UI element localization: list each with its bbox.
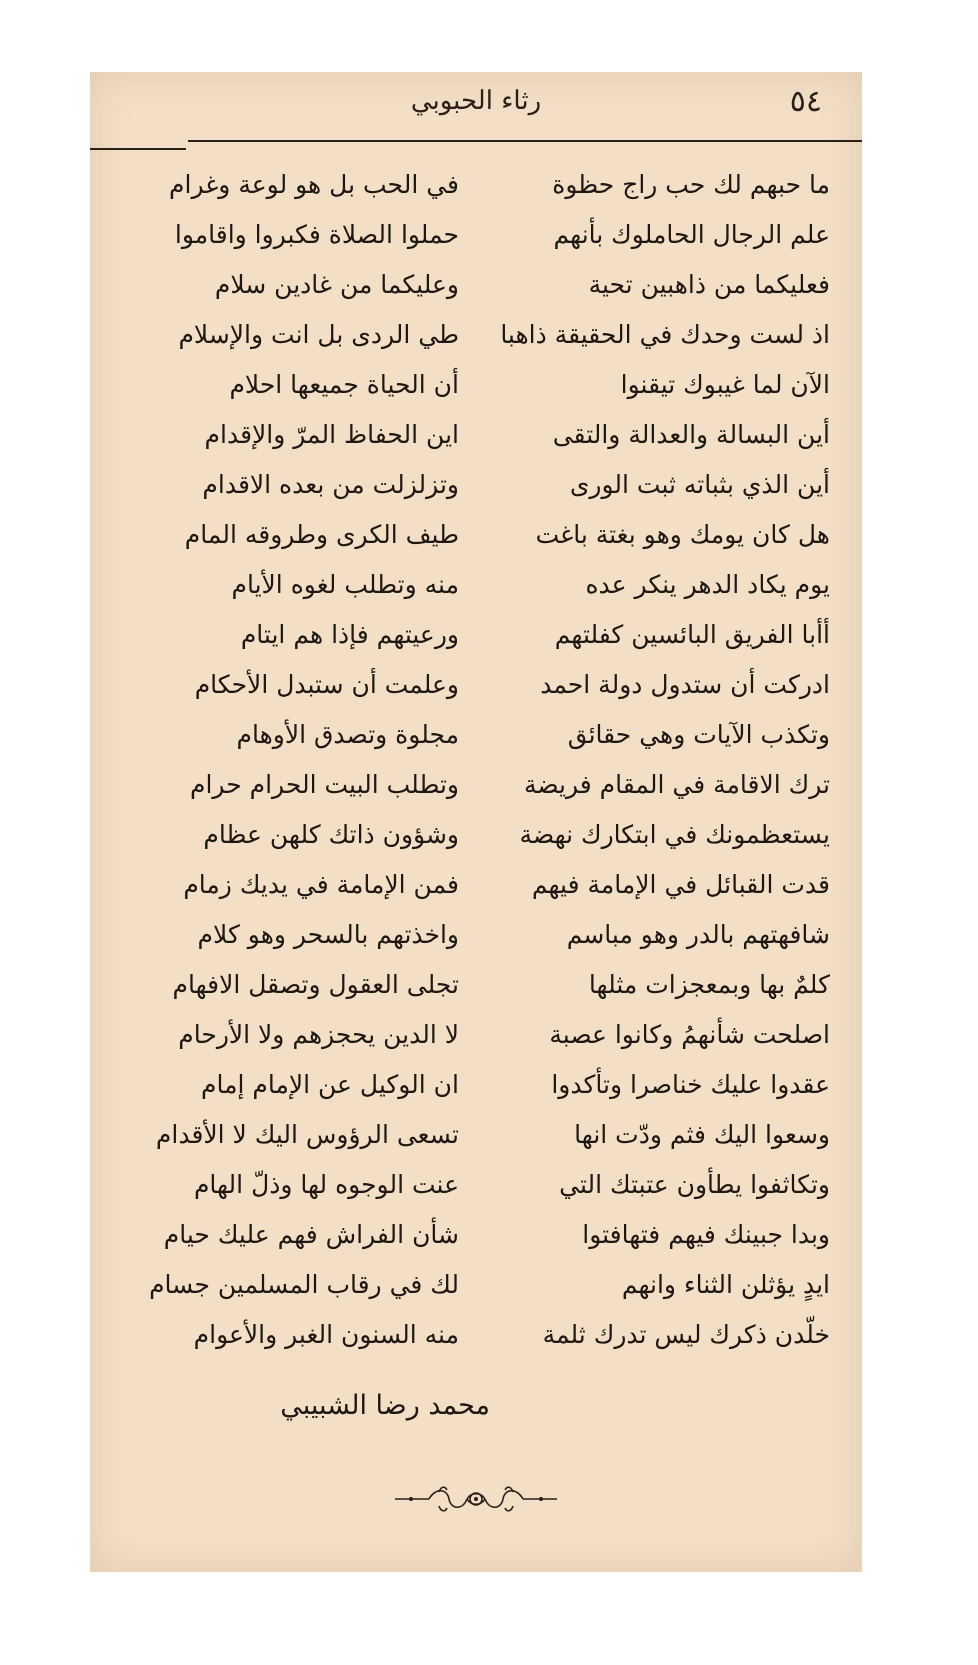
first-hemistich: فعليكما من ذاهبين تحية xyxy=(588,270,830,299)
second-hemistich: طيف الكرى وطروقه المام xyxy=(184,520,459,549)
verse xyxy=(116,610,838,660)
second-hemistich: عنت الوجوه لها وذلّ الهام xyxy=(193,1170,459,1199)
second-hemistich: منه السنون الغبر والأعوام xyxy=(193,1320,459,1349)
second-hemistich: في الحب بل هو لوعة وغرام xyxy=(169,170,459,199)
second-hemistich: وعلمت أن ستبدل الأحكام xyxy=(194,670,459,699)
second-hemistich: منه وتطلب لغوه الأيام xyxy=(231,570,459,599)
verse xyxy=(116,710,838,760)
header-rule xyxy=(188,140,862,142)
first-hemistich: وسعوا اليك فثم ودّت انها xyxy=(574,1120,830,1149)
verse xyxy=(116,410,838,460)
first-hemistich: أأبا الفريق البائسين كفلتهم xyxy=(554,620,830,649)
first-hemistich: وتكاثفوا يطأون عتبتك التي xyxy=(559,1170,830,1199)
second-hemistich: أن الحياة جميعها احلام xyxy=(229,370,459,399)
first-hemistich: ترك الاقامة في المقام فريضة xyxy=(523,770,830,799)
ornament-divider xyxy=(90,1482,862,1520)
verse xyxy=(116,910,838,960)
verse xyxy=(116,960,838,1010)
first-hemistich: وتكذب الآيات وهي حقائق xyxy=(567,720,830,749)
second-hemistich: وعليكما من غادين سلام xyxy=(214,270,459,299)
first-hemistich: وبدا جبينك فيهم فتهافتوا xyxy=(582,1220,830,1249)
second-hemistich: تجلى العقول وتصقل الافهام xyxy=(172,970,459,999)
poem xyxy=(116,160,838,1360)
floral-ornament-icon xyxy=(391,1482,561,1516)
second-hemistich: حملوا الصلاة فكبروا واقاموا xyxy=(174,220,459,249)
second-hemistich: ورعيتهم فإذا هم ايتام xyxy=(240,620,459,649)
first-hemistich: يوم يكاد الدهر ينكر عده xyxy=(585,570,830,599)
second-hemistich: تسعى الرؤوس اليك لا الأقدام xyxy=(155,1120,459,1149)
first-hemistich: قدت القبائل في الإمامة فيهم xyxy=(531,870,830,899)
verse xyxy=(116,1160,838,1210)
second-hemistich: ان الوكيل عن الإمام إمام xyxy=(200,1070,459,1099)
first-hemistich: اذ لست وحدك في الحقيقة ذاهبا xyxy=(500,320,830,349)
verse xyxy=(116,860,838,910)
second-hemistich: وشؤون ذاتك كلهن عظام xyxy=(203,820,459,849)
first-hemistich: أين البسالة والعدالة والتقى xyxy=(552,420,830,449)
first-hemistich: ادركت أن ستدول دولة احمد xyxy=(540,670,830,699)
verse xyxy=(116,1260,838,1310)
first-hemistich: يستعظمونك في ابتكارك نهضة xyxy=(519,820,830,849)
second-hemistich: شأن الفراش فهم عليك حيام xyxy=(163,1220,459,1249)
page-header xyxy=(90,72,862,142)
first-hemistich: كلمٌ بها وبمعجزات مثلها xyxy=(588,970,830,999)
verse xyxy=(116,160,838,210)
author-signature: محمد رضا الشبيبي xyxy=(280,1390,490,1421)
verse xyxy=(116,510,838,560)
first-hemistich: أين الذي بثباته ثبت الورى xyxy=(569,470,830,499)
verse xyxy=(116,310,838,360)
verse xyxy=(116,660,838,710)
magazine-page xyxy=(90,72,862,1572)
second-hemistich: لك في رقاب المسلمين جسام xyxy=(149,1270,459,1299)
first-hemistich: عقدوا عليك خناصرا وتأكدوا xyxy=(551,1070,830,1099)
verse xyxy=(116,560,838,610)
page-number: ٥٤ xyxy=(789,84,822,119)
second-hemistich: فمن الإمامة في يديك زمام xyxy=(183,870,459,899)
first-hemistich: الآن لما غيبوك تيقنوا xyxy=(620,370,830,399)
verse xyxy=(116,1010,838,1060)
verse xyxy=(116,460,838,510)
first-hemistich: ما حبهم لك حب راج حظوة xyxy=(552,170,830,199)
second-hemistich: اين الحفاظ المرّ والإقدام xyxy=(204,420,459,449)
second-hemistich: وتطلب البيت الحرام حرام xyxy=(190,770,459,799)
second-hemistich: لا الدين يحجزهم ولا الأرحام xyxy=(178,1020,459,1049)
verse xyxy=(116,360,838,410)
second-hemistich: مجلوة وتصدق الأوهام xyxy=(236,720,459,749)
verse xyxy=(116,760,838,810)
verse xyxy=(116,260,838,310)
verse xyxy=(116,1110,838,1160)
first-hemistich: اصلحت شأنهمُ وكانوا عصبة xyxy=(549,1020,830,1049)
second-hemistich: وتزلزلت من بعده الاقدام xyxy=(202,470,459,499)
header-rule-short xyxy=(90,148,186,150)
second-hemistich: واخذتهم بالسحر وهو كلام xyxy=(197,920,459,949)
first-hemistich: علم الرجال الحاملوك بأنهم xyxy=(553,220,830,249)
running-title: رثاء الحبوبي xyxy=(410,86,542,116)
first-hemistich: ايدٍ يؤثلن الثناء وانهم xyxy=(621,1270,830,1299)
first-hemistich: شافهتهم بالدر وهو مباسم xyxy=(566,920,830,949)
verse xyxy=(116,210,838,260)
verse xyxy=(116,1310,838,1360)
second-hemistich: طي الردى بل انت والإسلام xyxy=(178,320,459,349)
verse xyxy=(116,1060,838,1110)
first-hemistich: خلّدن ذكرك ليس تدرك ثلمة xyxy=(542,1320,830,1349)
verse xyxy=(116,810,838,860)
first-hemistich: هل كان يومك وهو بغتة باغت xyxy=(535,520,830,549)
verse xyxy=(116,1210,838,1260)
